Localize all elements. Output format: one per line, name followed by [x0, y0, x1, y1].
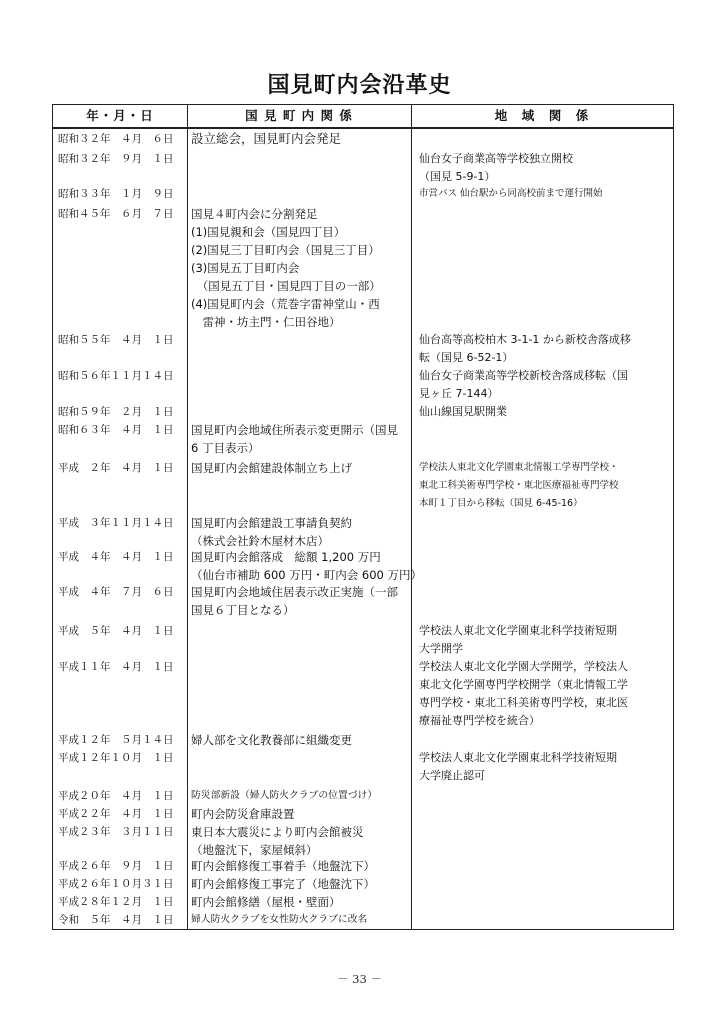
row-date: 平成 ３年１１月１４日	[58, 517, 174, 529]
row-date: 平成１２年 ５月１４日	[58, 734, 174, 746]
row-chiiki: 学校法人東北文化学園東北科学技術短期 大学開学	[419, 624, 617, 655]
row-date: 平成２８年１２月 １日	[58, 896, 174, 908]
row-date: 昭和５９年 ２月 １日	[58, 406, 174, 418]
row-date: 平成２０年 ４月 １日	[58, 790, 174, 802]
row-kokumi: 町内会防災倉庫設置	[191, 807, 295, 821]
row-date: 平成 ４年 ４月 １日	[58, 551, 174, 563]
row-chiiki: 仙台女子商業高等学校独立開校 （国見 5-9-1）	[419, 152, 573, 183]
row-chiiki: 仙台高等高校柏木 3-1-1 から新校舎落成移 転（国見 6-52-1）	[419, 333, 631, 364]
row-chiiki: 仙台女子商業高等学校新校舎落成移転（国 見ヶ丘 7-144）	[419, 369, 628, 400]
row-kokumi: 設立総会，国見町内会発足	[191, 131, 342, 146]
header-kokumi: 国 見 町 内 関 係	[245, 108, 353, 123]
row-chiiki: 学校法人東北文化学園東北科学技術短期 大学廃止認可	[419, 751, 617, 782]
row-kokumi: 国見町内会館建設体制立ち上げ	[191, 461, 352, 475]
column-divider	[187, 105, 188, 929]
row-kokumi: 国見４町内会に分割発足 (1)国見親和会（国見四丁目） (2)国見三丁目町内会（国見三丁目） (3)国見五丁目町内会 （国見五丁目・国見四丁目の一部） (4)国見町内会（荒巻字雷神堂山・西 雷神・坊主門・仁田谷地）	[191, 207, 381, 329]
header-chiiki: 地 域 関 係	[494, 108, 590, 123]
row-kokumi: 婦人防火クラブを女性防火クラブに改名	[191, 914, 368, 925]
row-date: 平成 ５年 ４月 １日	[58, 625, 174, 637]
row-date: 平成 ４年 ７月 ６日	[58, 586, 174, 598]
page-title: 国見町内会沿革史	[267, 73, 452, 98]
row-kokumi: 町内会館修繕（屋根・壁面）	[191, 895, 341, 909]
row-date: 平成２６年１０月３１日	[58, 878, 174, 890]
row-kokumi: 町内会館修復工事着手（地盤沈下）	[191, 859, 375, 873]
row-kokumi: 国見町内会館落成 総額 1,200 万円 （仙台市補助 600 万円・町内会 600 万円）	[191, 550, 423, 582]
row-date: 昭和６３年 ４月 １日	[58, 424, 174, 436]
row-kokumi: 防災部新設（婦人防火クラブの位置づけ）	[191, 790, 378, 801]
row-date: 令和 ５年 ４月 １日	[58, 914, 174, 926]
row-chiiki: 学校法人東北文化学園東北情報工学専門学校・ 東北工科美術専門学校・東北医療福祉専門学校 本町１丁目から移転（国見 6-45-16）	[419, 462, 619, 509]
row-kokumi: 町内会館修復工事完了（地盤沈下）	[191, 877, 375, 891]
row-date: 昭和３２年 ９月 １日	[58, 153, 174, 165]
column-divider	[411, 105, 412, 929]
row-date: 昭和５６年１１月１４日	[58, 370, 174, 382]
row-date: 平成１１年 ４月 １日	[58, 661, 174, 673]
table-header	[53, 105, 673, 129]
row-date: 平成２３年 ３月１１日	[58, 826, 174, 838]
row-kokumi: 国見町内会地域住居表示改正実施（一部 国見６丁目となる）	[191, 585, 398, 617]
history-table	[52, 104, 674, 930]
row-date: 昭和４５年 ６月 ７日	[58, 208, 174, 220]
header-date: 年・月・日	[86, 108, 154, 123]
row-chiiki: 仙山線国見駅開業	[419, 405, 507, 418]
page-number: － 33 －	[337, 972, 382, 986]
row-chiiki: 市営バス 仙台駅から同高校前まで運行開始	[419, 188, 603, 199]
row-date: 昭和３２年 ４月 ６日	[58, 133, 174, 145]
row-kokumi: 国見町内会館建設工事請負契約 （株式会社鈴木屋材木店）	[191, 516, 352, 548]
row-kokumi: 東日本大震災により町内会館被災 （地盤沈下，家屋傾斜）	[191, 825, 364, 857]
row-date: 昭和５５年 ４月 １日	[58, 334, 174, 346]
row-date: 昭和３３年 １月 ９日	[58, 188, 174, 200]
row-date: 平成２６年 ９月 １日	[58, 860, 174, 872]
row-kokumi: 国見町内会地域住所表示変更開示（国見 6 丁目表示）	[191, 423, 398, 455]
row-date: 平成２２年 ４月 １日	[58, 808, 174, 820]
row-date: 平成１２年１０月 １日	[58, 752, 174, 764]
row-kokumi: 婦人部を文化教養部に組織変更	[191, 733, 352, 747]
row-date: 平成 ２年 ４月 １日	[58, 462, 174, 474]
row-chiiki: 学校法人東北文化学園大学開学，学校法人 東北文化学園専門学校開学（東北情報工学 専門学校・東北工科美術専門学校，東北医 療福祉専門学校を統合）	[419, 660, 628, 727]
